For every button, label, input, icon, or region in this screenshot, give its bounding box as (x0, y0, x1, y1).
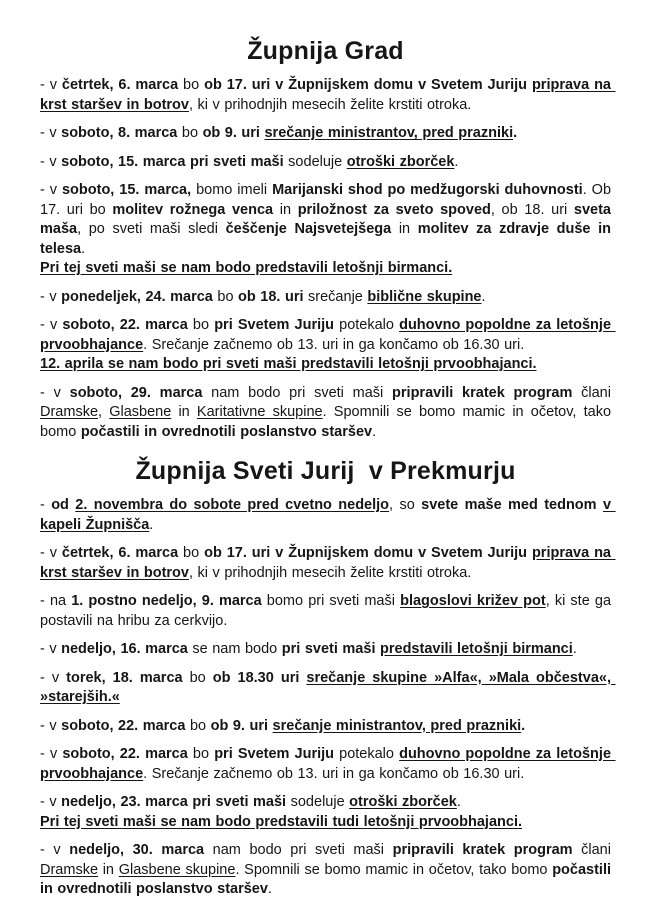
text-run: počastili in ovrednotili poslanstvo staršev (80, 423, 373, 440)
text-run: - v (40, 77, 62, 93)
text-run: četrtek, 6. marca (61, 77, 179, 93)
text-run: . (456, 794, 461, 810)
text-run: bo (212, 288, 239, 305)
text-run: - v (40, 717, 62, 734)
text-run: 12. aprila se nam bodo pri sveti maši predstavili letošnji prvoobhajanci. (40, 356, 537, 372)
text-run: . (149, 516, 154, 533)
text-run: sodeluje (286, 794, 350, 810)
paragraph (40, 316, 616, 375)
paragraph (40, 384, 616, 443)
text-run: srečanje (303, 288, 368, 305)
section-title: Župnija Sveti Jurij v Prekmurju (135, 457, 516, 485)
text-run: duhovno popoldne za letošnje prvoobhajance (40, 317, 616, 353)
text-run: , ki v prihodnjih mesecih želite krstiti otroka. (188, 96, 472, 113)
text-run: . (572, 641, 577, 657)
text-run: biblične skupine (367, 288, 482, 305)
text-run: . Spomnili se bomo mamic in očetov, tako bomo (40, 404, 616, 440)
text-run: in (391, 221, 418, 237)
text-run: ob 9. uri (210, 717, 273, 734)
text-run: , (98, 404, 110, 420)
text-run: 2. novembra do sobote pred cvetno nedeljo (75, 497, 390, 513)
text-run: . Spomnili se bomo mamic in očetov, tako bomo (235, 861, 553, 878)
text-run: , ki ste ga postavili na hribu za cerkvijo. (40, 593, 616, 629)
paragraph (40, 669, 616, 708)
text-run: bomo imeli (191, 182, 273, 198)
text-run: Dramske (40, 404, 99, 420)
text-run: in (171, 404, 197, 420)
text-run: - v (40, 125, 62, 141)
paragraph (40, 745, 616, 784)
text-run: priprava na krst staršev in botrov (40, 545, 616, 581)
text-run: , ob 18. uri (490, 201, 574, 218)
text-run: - v (40, 669, 67, 686)
text-run: - v (40, 153, 62, 170)
text-run: - v (40, 384, 70, 401)
text-run: ob 18.30 uri (212, 669, 300, 686)
text-run: otroški zborček (346, 153, 455, 170)
text-run: počastili in ovrednotili poslanstvo staršev (40, 861, 616, 897)
text-run: ob 9. uri (202, 125, 265, 141)
text-run: potekalo (334, 746, 400, 762)
text-run: soboto, 22. marca (62, 317, 188, 333)
text-run: otroški zborček (349, 794, 457, 810)
text-run: bo (187, 317, 215, 333)
text-run: pri sveti maši (281, 641, 380, 657)
text-run: priprava na krst staršev in botrov (40, 77, 616, 113)
text-run: , po sveti maši sledi (77, 221, 226, 237)
text-run: 1. postno nedeljo, 9. marca (71, 593, 262, 609)
paragraph (40, 76, 616, 115)
text-run: soboto, 15. marca, (61, 182, 192, 198)
text-run: Karitativne skupine (196, 404, 323, 420)
text-run: sodeluje (283, 153, 347, 170)
text-run: . (81, 240, 86, 257)
text-run: - v (40, 746, 63, 762)
text-run: člani (572, 842, 616, 858)
text-run: , so (389, 497, 422, 513)
text-run: pripravili kratek program (392, 842, 573, 858)
text-run: priložnost za sveto spoved (297, 201, 491, 218)
text-run: molitev rožnega venca (112, 201, 274, 218)
text-run: in (273, 201, 298, 218)
text-run: torek, 18. marca (66, 669, 183, 686)
text-run: nedeljo, 16. marca (61, 641, 188, 657)
text-run: od (51, 497, 76, 513)
text-run: ponedeljek, 24. marca (61, 288, 213, 305)
paragraph (40, 841, 616, 900)
text-run: ob 17. uri v Župnijskem domu v Svetem Juriju (204, 545, 532, 561)
text-run: pripravili kratek program (392, 384, 573, 401)
paragraph (40, 717, 611, 737)
text-run: . Ob 17. uri bo (40, 182, 616, 218)
text-run: soboto, 29. marca (69, 384, 203, 401)
text-run: - v (40, 288, 62, 305)
text-run: molitev za zdravje duše in telesa (40, 221, 616, 257)
paragraph (40, 592, 616, 631)
text-run: soboto, 22. marca (61, 717, 186, 734)
text-run: sveta maša (40, 201, 616, 237)
text-run: nedeljo, 30. marca (69, 842, 205, 858)
text-run: pri Svetem Juriju (214, 746, 335, 762)
text-run: nam bodo pri sveti maši (202, 384, 393, 401)
text-run: pri Svetem Juriju (214, 317, 335, 333)
text-run: ob 18. uri (238, 288, 304, 305)
text-run: ob 17. uri v Župnijskem domu v Svetem Juriju (204, 77, 532, 93)
text-run: - v (40, 545, 62, 561)
section-title: Župnija Grad (247, 37, 404, 65)
text-run: soboto, 22. marca (62, 746, 188, 762)
paragraph (40, 793, 611, 832)
text-run: - v (40, 317, 63, 333)
text-run: srečanje ministrantov, pred prazniki (272, 717, 522, 734)
text-run: in (98, 861, 119, 878)
text-run: Glasbene (109, 404, 172, 420)
text-run: bo (185, 717, 211, 734)
text-run: člani (572, 384, 616, 401)
text-run: četrtek, 6. marca (61, 545, 179, 561)
text-run: nam bodo pri sveti maši (204, 842, 393, 858)
text-run: bo (177, 125, 203, 141)
text-run: Glasbene skupine (118, 861, 236, 878)
text-run: . Srečanje začnemo ob 13. uri in ga končamo ob 16.30 uri. (143, 336, 525, 353)
paragraph (40, 544, 616, 583)
text-run: - (40, 497, 52, 513)
text-run: bomo pri sveti maši (261, 593, 401, 609)
text-run: soboto, 15. marca pri sveti maši (61, 153, 284, 170)
text-run: predstavili letošnji birmanci (380, 641, 573, 657)
paragraph (40, 181, 616, 279)
text-run: bo (187, 746, 215, 762)
text-run: srečanje skupine »Alfa«, »Mala občestva«, »starejših.« (40, 669, 616, 705)
text-run: v kapeli Župnišča (40, 497, 616, 533)
text-run: , ki v prihodnjih mesecih želite krstiti otroka. (188, 564, 472, 581)
text-run: bo (182, 669, 213, 686)
text-run: . (267, 881, 272, 897)
paragraph (40, 124, 611, 144)
text-run: . (513, 125, 518, 141)
paragraph (40, 288, 611, 308)
text-run: bo (178, 545, 205, 561)
text-run: duhovno popoldne za letošnje prvoobhajance (40, 746, 616, 782)
text-run: - v (40, 641, 62, 657)
paragraph (40, 496, 616, 535)
paragraph (40, 640, 611, 660)
text-run: Pri tej sveti maši se nam bodo predstavili tudi letošnji prvoobhajanci. (40, 813, 523, 830)
text-run: - v (40, 182, 62, 198)
text-run: - v (40, 842, 70, 858)
text-run: - v (40, 794, 62, 810)
text-run: Marijanski shod po medžugorski duhovnosti (272, 182, 583, 198)
text-run: . (372, 423, 377, 440)
text-run: . (481, 288, 486, 305)
text-run: . Srečanje začnemo ob 13. uri in ga končamo ob 16.30 uri. (143, 765, 525, 782)
text-run: svete maše med tednom (421, 497, 603, 513)
text-run: - na (40, 593, 72, 609)
text-run: blagoslovi križev pot (400, 593, 546, 609)
text-run: se nam bodo (187, 641, 282, 657)
text-run: Pri tej sveti maši se nam bodo predstavili letošnji birmanci. (40, 260, 453, 276)
text-run: . (521, 717, 526, 734)
text-run: soboto, 8. marca (61, 125, 178, 141)
text-run: bo (178, 77, 205, 93)
text-run: srečanje ministrantov, pred prazniki (264, 125, 514, 141)
text-run: češčenje Najsvetejšega (225, 221, 392, 237)
text-run: potekalo (334, 317, 400, 333)
text-run: . (454, 153, 459, 170)
text-run: Dramske (40, 861, 99, 878)
text-run: nedeljo, 23. marca pri sveti maši (61, 794, 287, 810)
paragraph (40, 153, 611, 173)
